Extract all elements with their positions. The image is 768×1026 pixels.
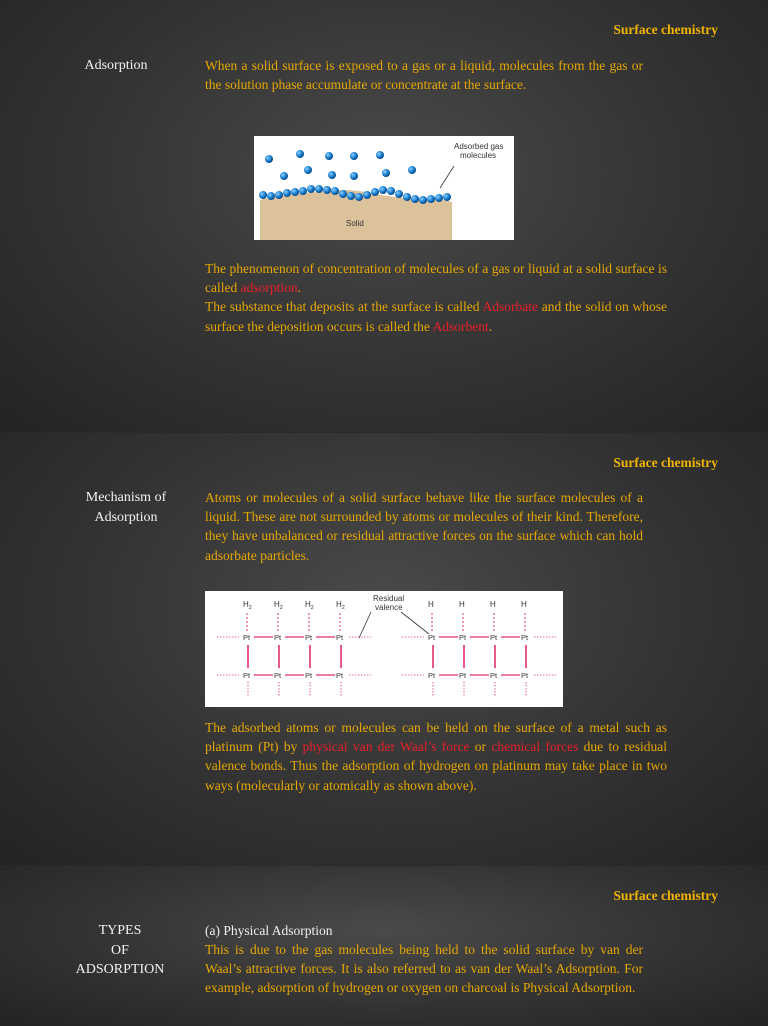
explanation-text: The adsorbed atoms or molecules can be held on the surface of a metal such as platinum (Pt) by physical van der Waal’s force or chemical forces due to residual valence bonds. Thus the adsorption of hydrogen on platinum may take place in two ways (molecularly or atomically as shown above).	[205, 720, 668, 793]
pt-atom: Pt	[428, 633, 436, 642]
hydrogen-label: $H_2$	[243, 600, 252, 611]
pt-atom: Pt	[243, 671, 251, 680]
slide-mechanism	[0, 433, 768, 865]
side-label: Mechanism of Adsorption	[85, 490, 167, 525]
pt-atom: Pt	[428, 671, 436, 680]
slide-header: Surface chemistry	[613, 455, 718, 470]
term-physical-force: physical van der Waal’s force	[302, 739, 470, 755]
molecular-adsorption-lattice	[217, 600, 371, 696]
pt-atom: Pt	[336, 671, 344, 680]
pt-atom: Pt	[459, 633, 467, 642]
adsorption-diagram	[254, 136, 514, 240]
pt-atom: Pt	[336, 633, 344, 642]
pointer-line	[440, 166, 454, 188]
pt-atom: Pt	[490, 671, 498, 680]
adsorbed-label-line2: molecules	[460, 151, 497, 160]
side-label: Adsorption	[84, 58, 148, 73]
slide-types	[0, 866, 768, 1026]
body-text: This is due to the gas molecules being held to the solid surface by van der Waal’s attractive forces. It is also referred to as van der Waal’s Adsorption. For example, adsorption of hydrogen or oxygen on charcoal is Physical Adsorption.	[205, 942, 643, 996]
definition-text: The phenomenon of concentration of molecules of a gas or liquid at a solid surface is called adsorption. The substance that deposits at the surface is called Adsorbate and the solid on whose surface the deposition occurs is called the Adsorbent.	[205, 261, 667, 334]
pt-atom: Pt	[305, 633, 313, 642]
solid-label: Solid	[346, 219, 364, 228]
adsorption-figure	[254, 136, 514, 240]
subtitle: (a) Physical Adsorption	[205, 923, 333, 938]
pt-atom: Pt	[274, 671, 282, 680]
pt-atom: Pt	[521, 671, 529, 680]
free-gas-molecules	[265, 150, 416, 180]
pt-atom: Pt	[459, 671, 467, 680]
term-adsorbate: Adsorbate	[482, 299, 538, 315]
term-adsorbent: Adsorbent	[432, 318, 489, 334]
atomic-adsorption-lattice	[402, 600, 556, 696]
slide-header: Surface chemistry	[613, 22, 718, 37]
residual-label-line1: Residual	[373, 594, 405, 603]
hydrogen-label: $H_2$	[274, 600, 283, 611]
slide-header: Surface chemistry	[613, 888, 718, 903]
adsorbed-label-line1: Adsorbed gas	[454, 142, 504, 151]
side-label: TYPES OF ADSORPTION	[75, 923, 165, 977]
pt-atom: Pt	[305, 671, 313, 680]
hydrogen-label: H	[521, 600, 527, 609]
pt-atom: Pt	[521, 633, 529, 642]
hydrogen-label: $H_2$	[336, 600, 345, 611]
term-adsorption: adsorption	[240, 280, 298, 296]
residual-label-line2: valence	[375, 603, 403, 612]
pt-atom: Pt	[243, 633, 251, 642]
intro-text: Atoms or molecules of a solid surface behave like the surface molecules of a liquid. These are not surrounded by atoms or molecules of their kind. Therefore, they have unbalanced or residual attractive forces on the surface which can hold adsorbate particles.	[205, 490, 643, 563]
hydrogen-label: H	[490, 600, 496, 609]
hydrogen-label: H	[428, 600, 434, 609]
pt-atom: Pt	[274, 633, 282, 642]
slide-adsorption	[0, 0, 768, 432]
hydrogen-label: $H_2$	[305, 600, 314, 611]
hydrogen-label: H	[459, 600, 465, 609]
term-chemical-forces: chemical forces	[491, 739, 579, 755]
platinum-figure	[205, 591, 563, 707]
intro-text: When a solid surface is exposed to a gas or a liquid, molecules from the gas or the solution phase accumulate or concentrate at the surface.	[205, 58, 643, 93]
pt-atom: Pt	[490, 633, 498, 642]
platinum-lattice-diagram	[205, 591, 563, 707]
